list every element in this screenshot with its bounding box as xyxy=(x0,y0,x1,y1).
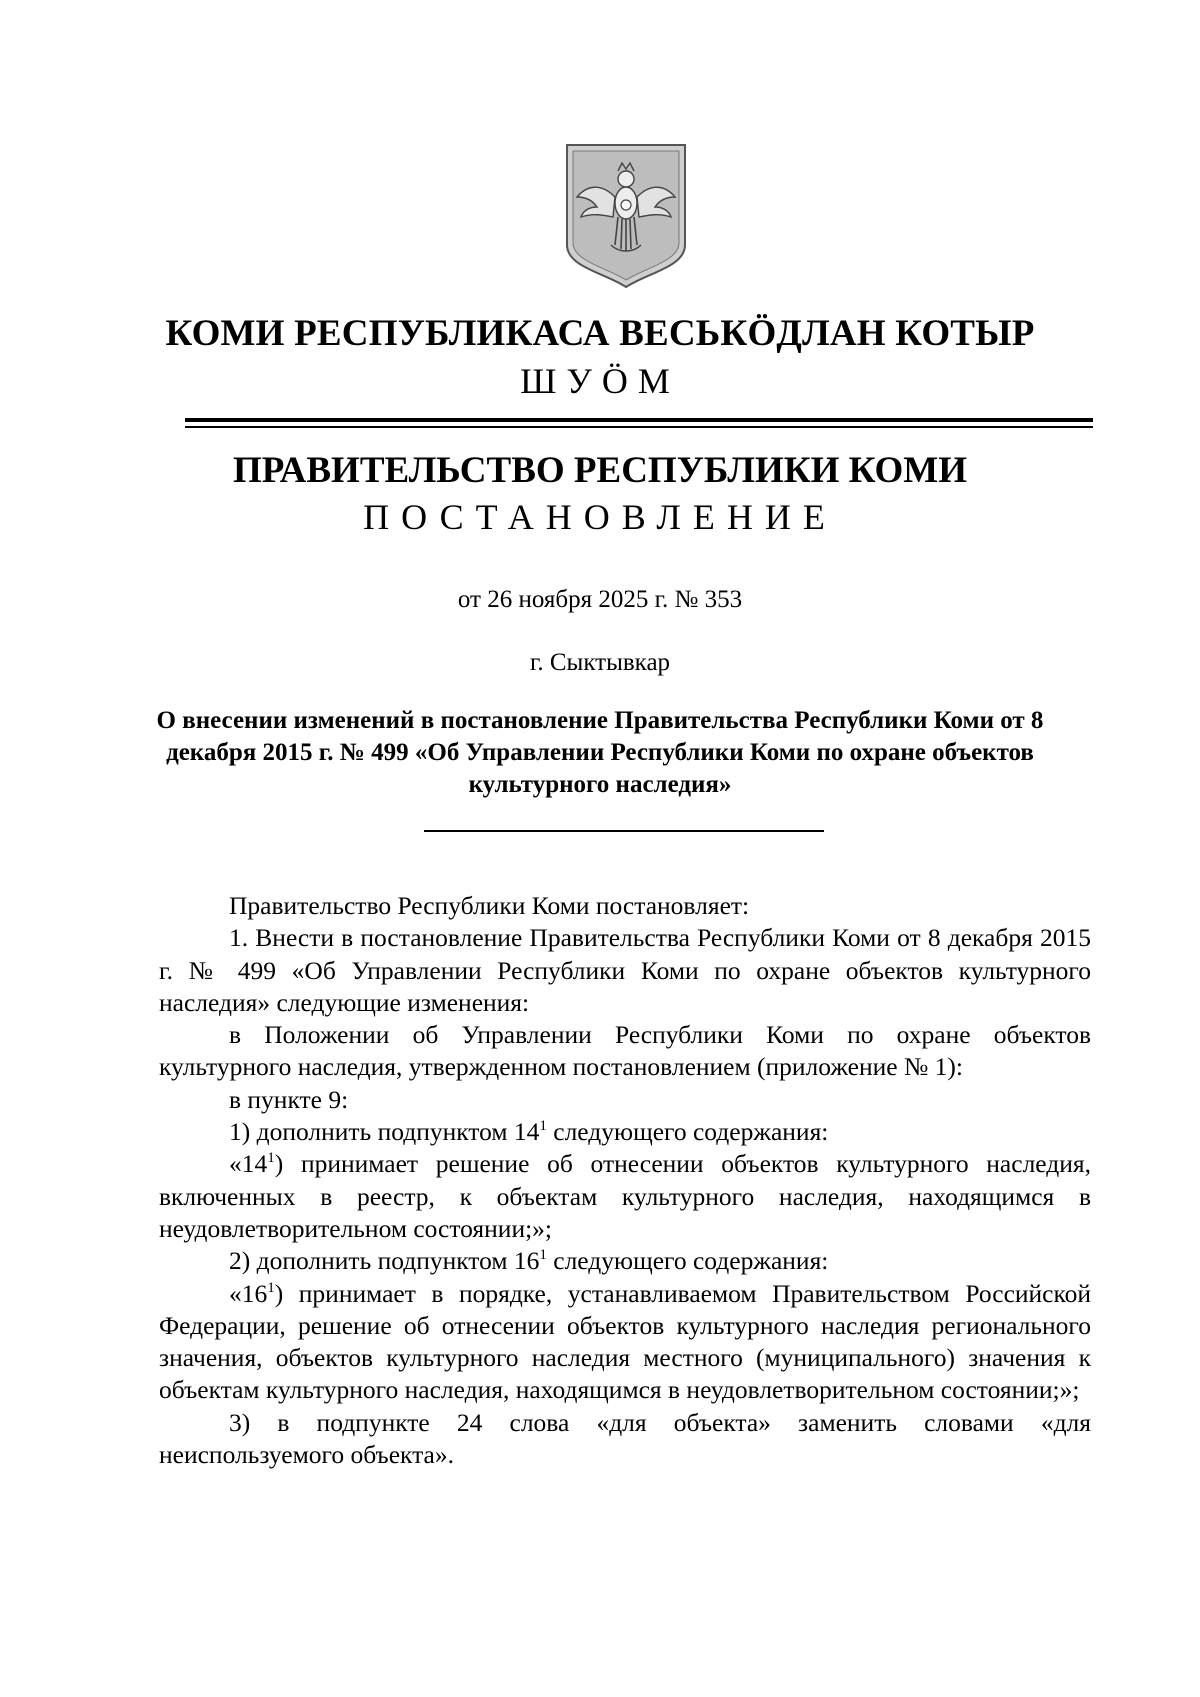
paragraph-text: следующего содержания: xyxy=(546,1117,829,1147)
paragraph-text: ) принимает в порядке, устанавливаемом Правительством Российской Федерации, решение об отнесении объектов культурного наследия регионального значения, объектов культурного наследия местного (муниципального) значения к объектам культурного наследия, находящимся в неудовлетворительном состоянии;»; xyxy=(159,1278,1091,1405)
body-paragraph xyxy=(159,1278,1091,1407)
body-paragraph: в Положении об Управлении Республики Коми по охране объектов культурного наследия, утвержденном постановлением (приложение № 1): xyxy=(159,1020,1091,1082)
komi-resolution-subtitle: ШУӦМ xyxy=(520,361,680,401)
body-paragraph xyxy=(159,1245,1091,1277)
document-title: О внесении изменений в постановление Правительства Республики Коми от 8 декабря 2015 г. № 499 «Об Управлении Республики Коми по охране объектов культурного наследия» xyxy=(156,707,1044,798)
body-paragraph xyxy=(159,1148,1091,1245)
paragraph-text: ) принимает решение об отнесении объектов культурного наследия, включенных в реестр, к объектам культурного наследия, находящимся в неудовлетворительном состоянии;»; xyxy=(159,1149,1091,1243)
superscript: 1 xyxy=(539,1247,547,1264)
body-paragraph: в пункте 9: xyxy=(229,1084,349,1114)
date-number-line: от 26 ноября 2025 г. № 353 xyxy=(457,586,743,613)
city-line: г. Сыктывкар xyxy=(529,649,671,676)
body-paragraph: 1. Внести в постановление Правительства Республики Коми от 8 декабря 2015 г. № 499 «Об Управлении Республики Коми по охране объектов культурного наследия» следующие изменения: xyxy=(159,923,1091,1017)
resolution-subtitle: ПОСТАНОВЛЕНИЕ xyxy=(363,497,837,537)
header-divider-thin xyxy=(185,426,1093,428)
header-divider-thick xyxy=(185,418,1093,422)
superscript: 1 xyxy=(267,1279,275,1296)
komi-government-title: КОМИ РЕСПУБЛИКАСА ВЕСЬКӦДЛАН КОТЫР xyxy=(165,313,1035,354)
document-body xyxy=(159,890,1091,1471)
coat-of-arms-emblem xyxy=(563,141,689,289)
paragraph-text: «14 xyxy=(229,1149,268,1179)
paragraph-text: следующего содержания: xyxy=(546,1246,829,1276)
body-paragraph: Правительство Республики Коми постановляет: xyxy=(229,891,750,920)
paragraph-text: 1) дополнить подпунктом 14 xyxy=(229,1117,540,1147)
paragraph-text: «16 xyxy=(229,1278,268,1308)
body-paragraph: 3) в подпункте 24 слова «для объекта» заменить словами «для неиспользуемого объекта». xyxy=(159,1407,1091,1470)
government-title: ПРАВИТЕЛЬСТВО РЕСПУБЛИКИ КОМИ xyxy=(233,450,967,491)
superscript: 1 xyxy=(539,1118,547,1135)
superscript: 1 xyxy=(267,1150,275,1167)
body-paragraph xyxy=(159,1116,1091,1148)
paragraph-text: 2) дополнить подпунктом 16 xyxy=(229,1246,540,1276)
title-underline xyxy=(424,830,824,832)
